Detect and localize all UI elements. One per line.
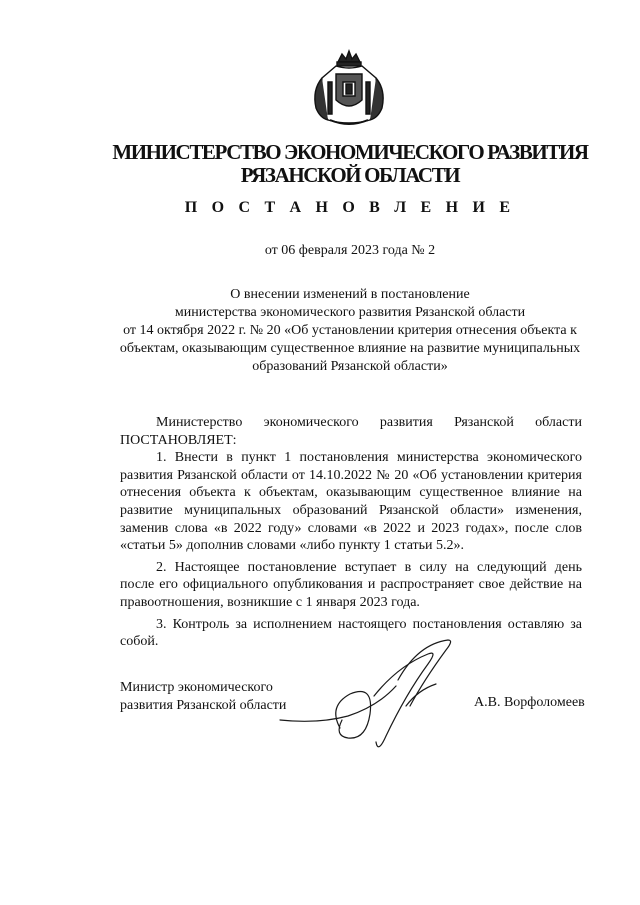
signatory-title bbox=[120, 679, 286, 715]
subject-line: объектам, оказывающим существенное влияние на развитие муниципальных bbox=[119, 341, 581, 356]
intro-word: Рязанской bbox=[454, 415, 514, 430]
ministry-name-line1: МИНИСТЕРСТВО ЭКОНОМИЧЕСКОГО РАЗВИТИЯ bbox=[112, 140, 588, 164]
subject-line: О внесении изменений в постановление bbox=[230, 287, 470, 302]
paragraph-1: 1. Внести в пункт 1 постановления министерства экономического развития Рязанской области от 14.10.2022 № 20 «Об установлении критерия отнесения объекта к объектам, оказывающим существенное влияние на развитие муниципальных образований Рязанской области» изменения, заменив слова «в 2022 году» словами «в 2022 и 2023 годах», после слов «статьи 5» дополнив словами «либо пункту 1 статьи 5.2». bbox=[120, 450, 582, 554]
paragraph-3: 3. Контроль за исполнением настоящего постановления оставляю за собой. bbox=[120, 616, 582, 650]
document-subject bbox=[110, 286, 590, 376]
intro-word: экономического bbox=[263, 415, 359, 430]
subject-line: образований Рязанской области» bbox=[252, 359, 448, 374]
signatory-title-line: развития Рязанской области bbox=[120, 698, 287, 713]
document-body bbox=[120, 414, 582, 651]
intro-word: области bbox=[535, 415, 582, 430]
intro-word: Министерство bbox=[156, 415, 243, 430]
coat-of-arms-icon bbox=[308, 48, 390, 130]
paragraph-2: 2. Настоящее постановление вступает в силу на следующий день после его официального опубликования и распространяет свое действие на правоотношения, возникшие с 1 января 2023 года. bbox=[120, 559, 582, 610]
resolves-word: ПОСТАНОВЛЯЕТ: bbox=[120, 432, 237, 448]
handwritten-signature-icon bbox=[278, 636, 468, 760]
signatory-title-line: Министр экономического bbox=[120, 680, 273, 695]
signatory-name: А.В. Ворфоломеев bbox=[474, 695, 585, 710]
subject-line: министерства экономического развития Рязанской области bbox=[174, 305, 526, 320]
document-type-title: П О С Т А Н О В Л Е Н И Е bbox=[184, 199, 516, 216]
ministry-name-line2: РЯЗАНСКОЙ ОБЛАСТИ bbox=[240, 163, 460, 187]
intro-word: развития bbox=[379, 415, 433, 430]
intro-line bbox=[120, 414, 582, 432]
document-date-number: от 06 февраля 2023 года № 2 bbox=[264, 243, 436, 258]
subject-line: от 14 октября 2022 г. № 20 «Об установлении критерия отнесения объекта к bbox=[123, 323, 577, 338]
